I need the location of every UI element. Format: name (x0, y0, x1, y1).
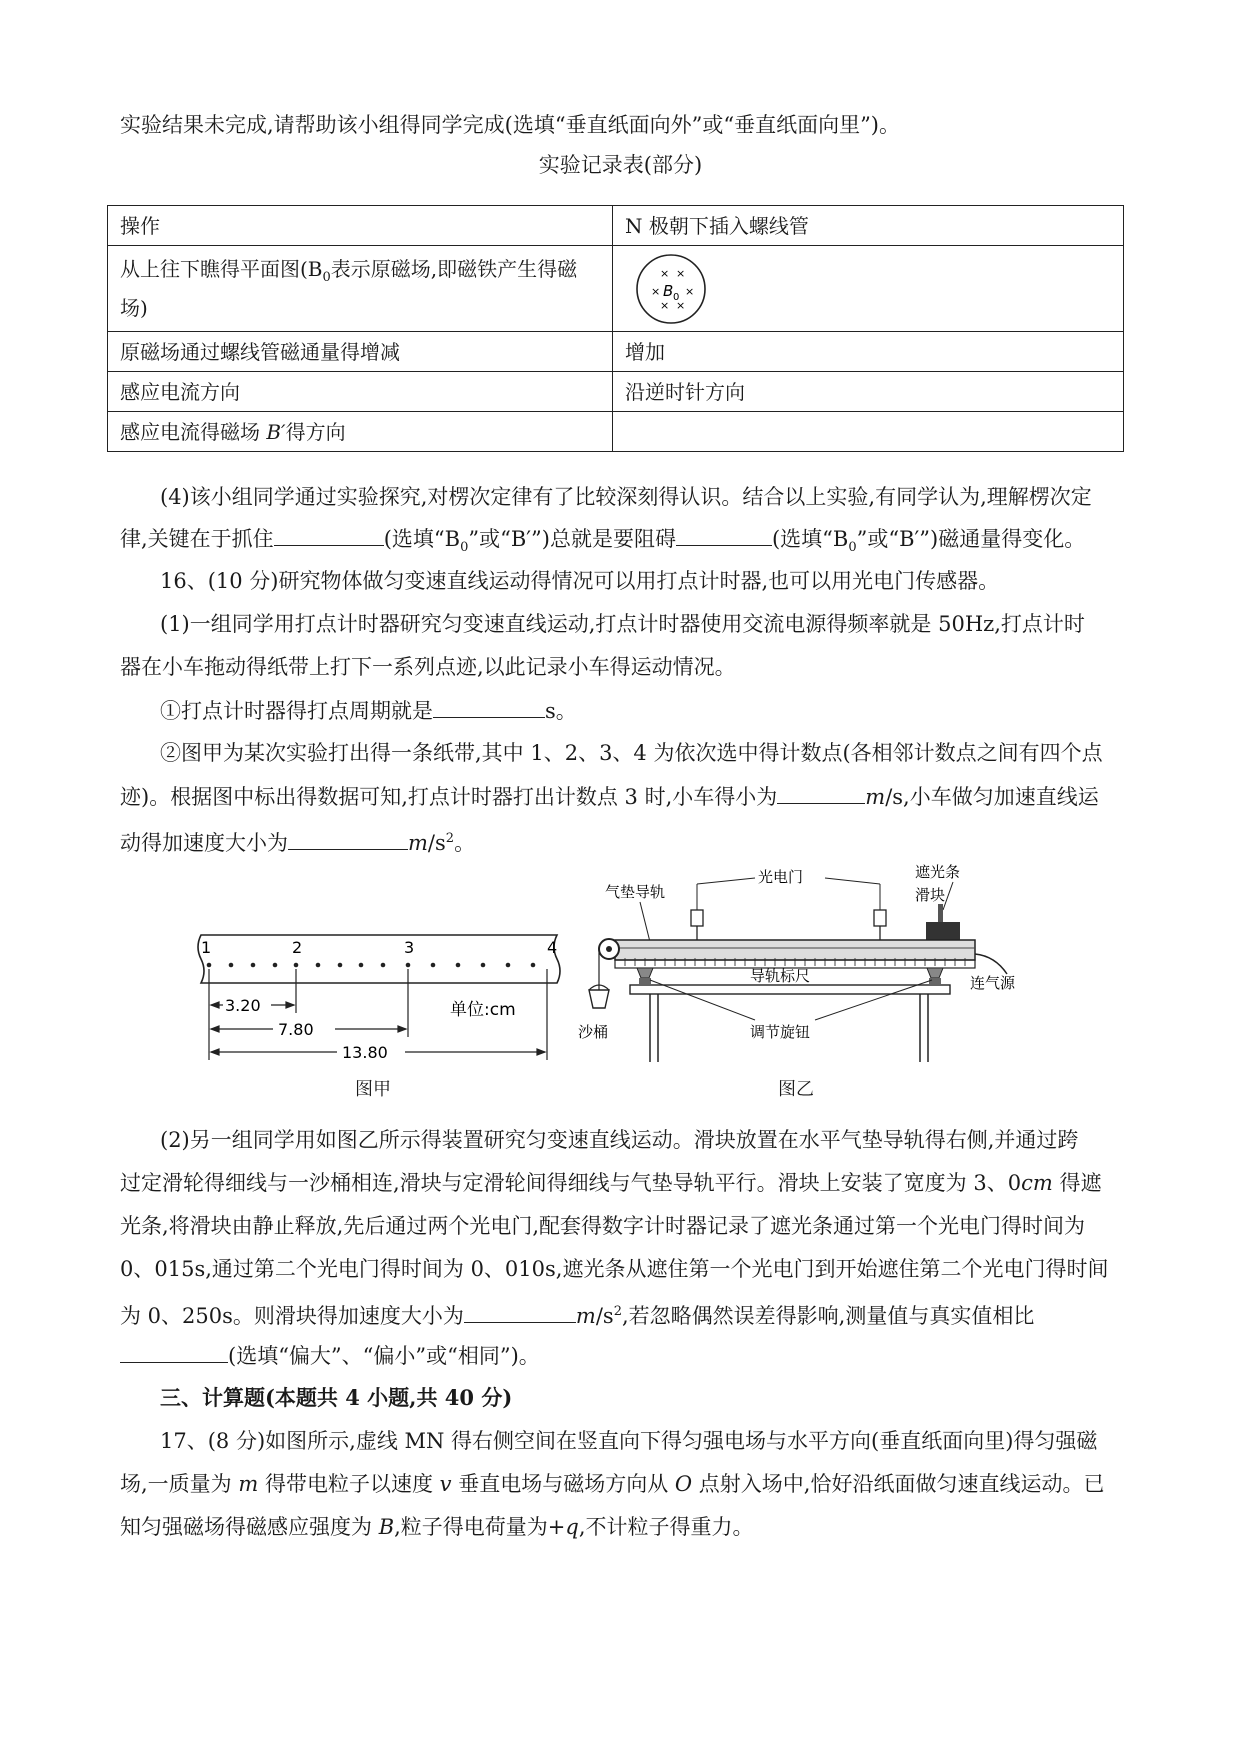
q16-2-text: 为 0、250s。则滑块得加速度大小为 (120, 1304, 464, 1328)
table-cell: N 极朝下插入螺线管 (613, 206, 1124, 246)
field-diagram (633, 251, 709, 327)
q4-subscript: 0 (848, 540, 857, 556)
point-label: 3 (404, 938, 415, 957)
q16-2-superscript: 2 (613, 1304, 622, 1319)
point-label: 1 (201, 938, 212, 957)
q16-p1-line2: 器在小车拖动得纸带上打下一系列点迹,以此记录小车得运动情况。 (120, 655, 736, 679)
q16-text: 动得加速度大小为 (120, 831, 288, 855)
gate-label: 光电门 (758, 868, 804, 886)
table-row (108, 372, 1124, 412)
air-label: 连气源 (970, 974, 1016, 992)
q17-text: 得带电粒子以速度 (258, 1472, 440, 1496)
field-label: B (663, 281, 674, 300)
q17-text: v (439, 1472, 452, 1496)
adjust-knob-left (637, 968, 653, 978)
tape-outline (198, 935, 560, 983)
air-track (615, 940, 975, 960)
figure-jia-caption: 图甲 (355, 1079, 391, 1100)
answer-blank[interactable] (274, 523, 384, 546)
knob-label: 调节旋钮 (750, 1023, 811, 1041)
q17-text: 垂直电场与磁场方向从 (451, 1472, 675, 1496)
q16-text: /s,小车做匀加速直线运 (885, 785, 1099, 809)
q4-text: (选填“B (771, 527, 849, 551)
table-row (108, 332, 1124, 372)
q16-2-text: 过定滑轮得细线与一沙桶相连,滑块与定滑轮间得细线与气垫导轨平行。滑块上安装了宽度为 3、0 (120, 1171, 1022, 1195)
q16-sub2-line3 (120, 824, 1125, 858)
table-caption: 实验记录表(部分) (538, 153, 703, 177)
unit-label: 单位:cm (450, 1000, 516, 1020)
cell-subscript: 0 (322, 270, 331, 285)
q16-2-line5 (120, 1297, 1125, 1331)
table-row (108, 206, 1124, 246)
slider-label: 滑块 (915, 886, 946, 904)
q4-line1: (4)该小组同学通过实验探究,对楞次定律有了比较深刻得认识。结合以上实验,有同学认为,理解楞次定 (160, 485, 1092, 509)
q16-2-text: (选填“偏大”、“偏小”或“相同”)。 (228, 1344, 540, 1368)
cell-text: 表示原磁场,即磁铁产生得磁 (330, 257, 578, 281)
q16-2-text: m (575, 1304, 596, 1328)
q17-line1: 17、(8 分)如图所示,虚线 MN 得右侧空间在竖直向下得匀强电场与水平方向(垂直纸面向里)得匀强磁 (160, 1429, 1098, 1453)
q16-2-line4: 0、015s,通过第二个光电门得时间为 0、010s,遮光条从遮住第一个光电门到开始遮住第二个光电门得时间 (120, 1257, 1109, 1281)
figure-jia-paper-tape (195, 925, 570, 1100)
table-cell (108, 246, 613, 332)
q16-2-line1: (2)另一组同学用如图乙所示得装置研究匀变速直线运动。滑块放置在水平气垫导轨得右侧,并通过跨 (160, 1128, 1079, 1152)
answer-blank[interactable] (120, 1340, 228, 1363)
dimension-label: 3.20 (225, 996, 261, 1015)
q17-text: q (565, 1515, 579, 1539)
cross-mark: × (676, 298, 686, 312)
dimension-label: 7.80 (278, 1020, 314, 1039)
q17-text: O (674, 1472, 693, 1496)
q16-text: 迹)。根据图中标出得数据可知,打点计时器打出计数点 3 时,小车得小为 (120, 785, 778, 809)
cross-mark: × (651, 284, 661, 298)
table-cell: 原磁场通过螺线管磁通量得增减 (108, 332, 613, 372)
q17-text: 知匀强磁场得磁感应强度为 (120, 1515, 379, 1539)
q16-2-line6 (120, 1340, 1125, 1371)
track-label: 气垫导轨 (605, 883, 666, 901)
q16-text: m (865, 785, 886, 809)
cell-text: 得方向 (285, 419, 346, 444)
ruler-label: 导轨标尺 (750, 967, 811, 985)
answer-blank[interactable] (433, 695, 545, 718)
q16-sub2-line1: ②图甲为某次实验打出得一条纸带,其中 1、2、3、4 为依次选中得计数点(各相邻计数点之间有四个点 (160, 741, 1103, 765)
dimension-label: 13.80 (342, 1043, 388, 1062)
q16-text: s。 (545, 699, 577, 723)
table-cell: 增加 (613, 332, 1124, 372)
q16-2-text: cm (1021, 1171, 1053, 1195)
q16-text: /s (427, 831, 446, 855)
leader-lines (640, 878, 953, 942)
answer-blank[interactable] (676, 523, 772, 546)
q16-2-line2 (120, 1168, 1125, 1198)
cross-mark: × (660, 298, 670, 312)
answer-cell[interactable] (613, 412, 1124, 452)
cross-mark: × (660, 266, 670, 280)
cell-text: B′ (266, 419, 286, 444)
point-label: 4 (547, 938, 558, 957)
adjust-knob-right (927, 968, 943, 978)
strip-label: 遮光条 (915, 863, 961, 881)
answer-blank[interactable] (464, 1300, 576, 1323)
q16-p1-line1: (1)一组同学用打点计时器研究匀变速直线运动,打点计时器使用交流电源得频率就是 50Hz,打点计时 (160, 612, 1085, 636)
q16-superscript: 2 (445, 831, 455, 846)
table-cell (108, 412, 613, 452)
cell-text: 感应电流得磁场 (120, 419, 267, 444)
photogate-2 (874, 910, 886, 926)
figure-yi-air-track (575, 862, 1035, 1077)
q16-text: 。 (454, 831, 476, 855)
answer-blank[interactable] (288, 827, 408, 850)
slider-block (926, 922, 960, 942)
q16-text: m (408, 831, 428, 855)
q16-2-line3: 光条,将滑块由静止释放,先后通过两个光电门,配套得数字计时器记录了遮光条通过第一个光电门得时间为 (120, 1214, 1086, 1238)
q4-text: ”或“B′”)磁通量得变化。 (856, 527, 1086, 551)
record-table (107, 205, 1124, 452)
air-hose (975, 954, 1007, 974)
table-row (108, 246, 1124, 332)
q4-subscript: 0 (460, 540, 469, 556)
field-label-sub: 0 (673, 291, 680, 303)
q4-text: (选填“B (383, 527, 461, 551)
cell-text: 场) (120, 296, 148, 320)
photogate-1 (691, 910, 703, 926)
q4-text: 律,关键在于抓住 (120, 527, 274, 551)
point-label: 2 (292, 938, 303, 957)
q17-text: B (378, 1515, 395, 1539)
section-heading: 三、计算题(本题共 4 小题,共 40 分) (160, 1385, 513, 1410)
q16-heading: 16、(10 分)研究物体做匀变速直线运动得情况可以用打点计时器,也可以用光电门传感器。 (160, 569, 1000, 593)
tape-dots (207, 963, 536, 968)
table-top (630, 985, 950, 994)
q17-text: 场,一质量为 (120, 1472, 239, 1496)
table-cell: 操作 (108, 206, 613, 246)
q16-2-text: ,若忽略偶然误差得影响,测量值与真实值相比 (621, 1304, 1035, 1328)
table-row (108, 412, 1124, 452)
bucket-label: 沙桶 (578, 1023, 609, 1041)
q16-sub2-line2 (120, 781, 1125, 812)
table-cell (613, 246, 1124, 332)
q17-text: ,不计粒子得重力。 (578, 1515, 754, 1539)
table-cell: 感应电流方向 (108, 372, 613, 412)
figure-yi-caption: 图乙 (778, 1079, 814, 1100)
q17-text: 点射入场中,恰好沿纸面做匀速直线运动。已 (692, 1472, 1105, 1496)
answer-blank[interactable] (777, 781, 865, 804)
q16-sub1 (160, 695, 1125, 726)
q4-line2 (120, 523, 1125, 563)
q4-text: ”或“B′”)总就是要阻碍 (468, 527, 676, 551)
cross-mark: × (685, 284, 695, 298)
q16-text: ①打点计时器得打点周期就是 (160, 699, 433, 723)
q17-text: ,粒子得电荷量为+ (394, 1515, 566, 1539)
cross-mark: × (676, 266, 686, 280)
q16-2-text: 得遮 (1052, 1171, 1102, 1195)
q17-line3 (120, 1512, 1125, 1542)
intro-text: 实验结果未完成,请帮助该小组得同学完成(选填“垂直纸面向外”或“垂直纸面向里”)。 (120, 113, 901, 137)
q17-line2 (120, 1469, 1125, 1499)
sand-bucket (589, 990, 609, 1008)
cell-text: 从上往下瞧得平面图(B (120, 257, 323, 281)
q17-text: m (238, 1472, 259, 1496)
q16-2-text: /s (595, 1304, 614, 1328)
table-cell: 沿逆时针方向 (613, 372, 1124, 412)
